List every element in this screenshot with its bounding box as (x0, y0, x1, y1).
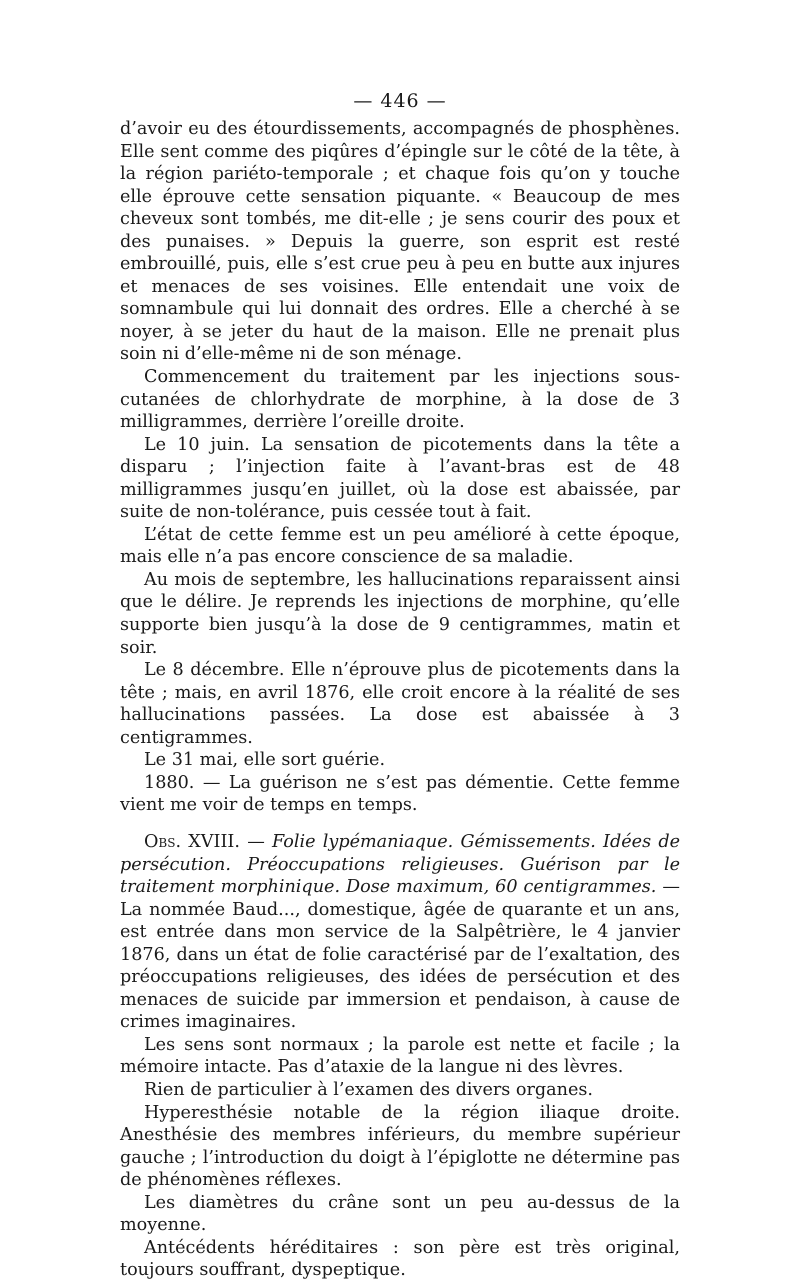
page-number: — 446 — (353, 90, 447, 112)
paragraph: Au mois de septembre, les hallucinations reparaissent ainsi que le délire. Je reprends les injections de morphine, qu’elle supporte bien jusqu’à la dose de 9 centigrammes, matin et soir. (120, 569, 680, 658)
paragraph: Le 31 mai, elle sort guérie. (144, 750, 386, 771)
paragraph: Les sens sont normaux ; la parole est nette et facile ; la mémoire intacte. Pas d’ataxie de la langue ni des lèvres. (120, 1034, 680, 1078)
paragraph: Le 8 décembre. Elle n’éprouve plus de picotements dans la tête ; mais, en avril 1876, elle croit encore à la réalité de ses hallucinations passées. La dose est abaissée à 3 centigrammes. (120, 660, 680, 748)
body-text (120, 118, 680, 1282)
paragraph: 1880. — La guérison ne s’est pas démentie. Cette femme vient me voir de temps en temps. (120, 772, 680, 816)
observation-title: Folie lypémaniaque. Gémissements. Idées de persécution. Préoccupations religieuses. Guérison par le traitement morphinique. Dose maximum, 60 centigrammes. (120, 831, 681, 898)
observation-label: Obs. XVIII. (144, 831, 240, 852)
paragraph: Commencement du traitement par les injections sous-cutanées de chlorhydrate de morphine, à la dose de 3 milligrammes, derrière l’oreille droite. (120, 367, 680, 433)
paragraph: Hyperesthésie notable de la région iliaque droite. Anesthésie des membres inférieurs, du membre supérieur gauche ; l’introduction du doigt à l’épiglotte ne détermine pas de phénomènes réflexes. (120, 1102, 680, 1191)
paragraph: Le 10 juin. La sensation de picotements dans la tête a disparu ; l’injection faite à l’avant-bras est de 48 milligrammes jusqu’en juillet, où la dose est abaissée, par suite de non-tolérance, puis cessée tout à fait. (120, 434, 680, 523)
observation-paragraph (120, 831, 680, 1034)
paragraph: Rien de particulier à l’examen des divers organes. (144, 1079, 594, 1100)
observation-dash: — (239, 831, 273, 852)
paragraph: Les diamètres du crâne sont un peu au-dessus de la moyenne. (120, 1192, 680, 1236)
observation-text: — La nommée Baud..., domestique, âgée de quarante et un ans, est entrée dans mon service de la Salpêtrière, le 4 janvier 1876, dans un état de folie caractérisé par de l’exaltation, des préoccupations religieuses, des idées de persécution et des menaces de suicide par immersion et pendaison, à cause de crimes imaginaires. (120, 877, 680, 1033)
paragraph: d’avoir eu des étourdissements, accompagnés de phosphènes. Elle sent comme des piqûres d’épingle sur le côté de la tête, à la région pariéto-temporale ; et chaque fois qu’on y touche elle éprouve cette sensation piquante. « Beaucoup de mes cheveux sont tombés, me dit-elle ; je sens courir des poux et des punaises. » Depuis la guerre, son esprit est resté embrouillé, puis, elle s’est crue peu à peu en butte aux injures et menaces de ses voisines. Elle entendait une voix de somnambule qui lui donnait des ordres. Elle a cherché à se noyer, à se jeter du haut de la maison. Elle ne prenait plus soin ni d’elle-même ni de son ménage. (120, 119, 680, 365)
paragraph: L’état de cette femme est un peu amélioré à cette époque, mais elle n’a pas encore conscience de sa maladie. (120, 524, 680, 568)
paragraph: Antécédents héréditaires : son père est très original, toujours souffrant, dyspeptique. (120, 1237, 680, 1281)
